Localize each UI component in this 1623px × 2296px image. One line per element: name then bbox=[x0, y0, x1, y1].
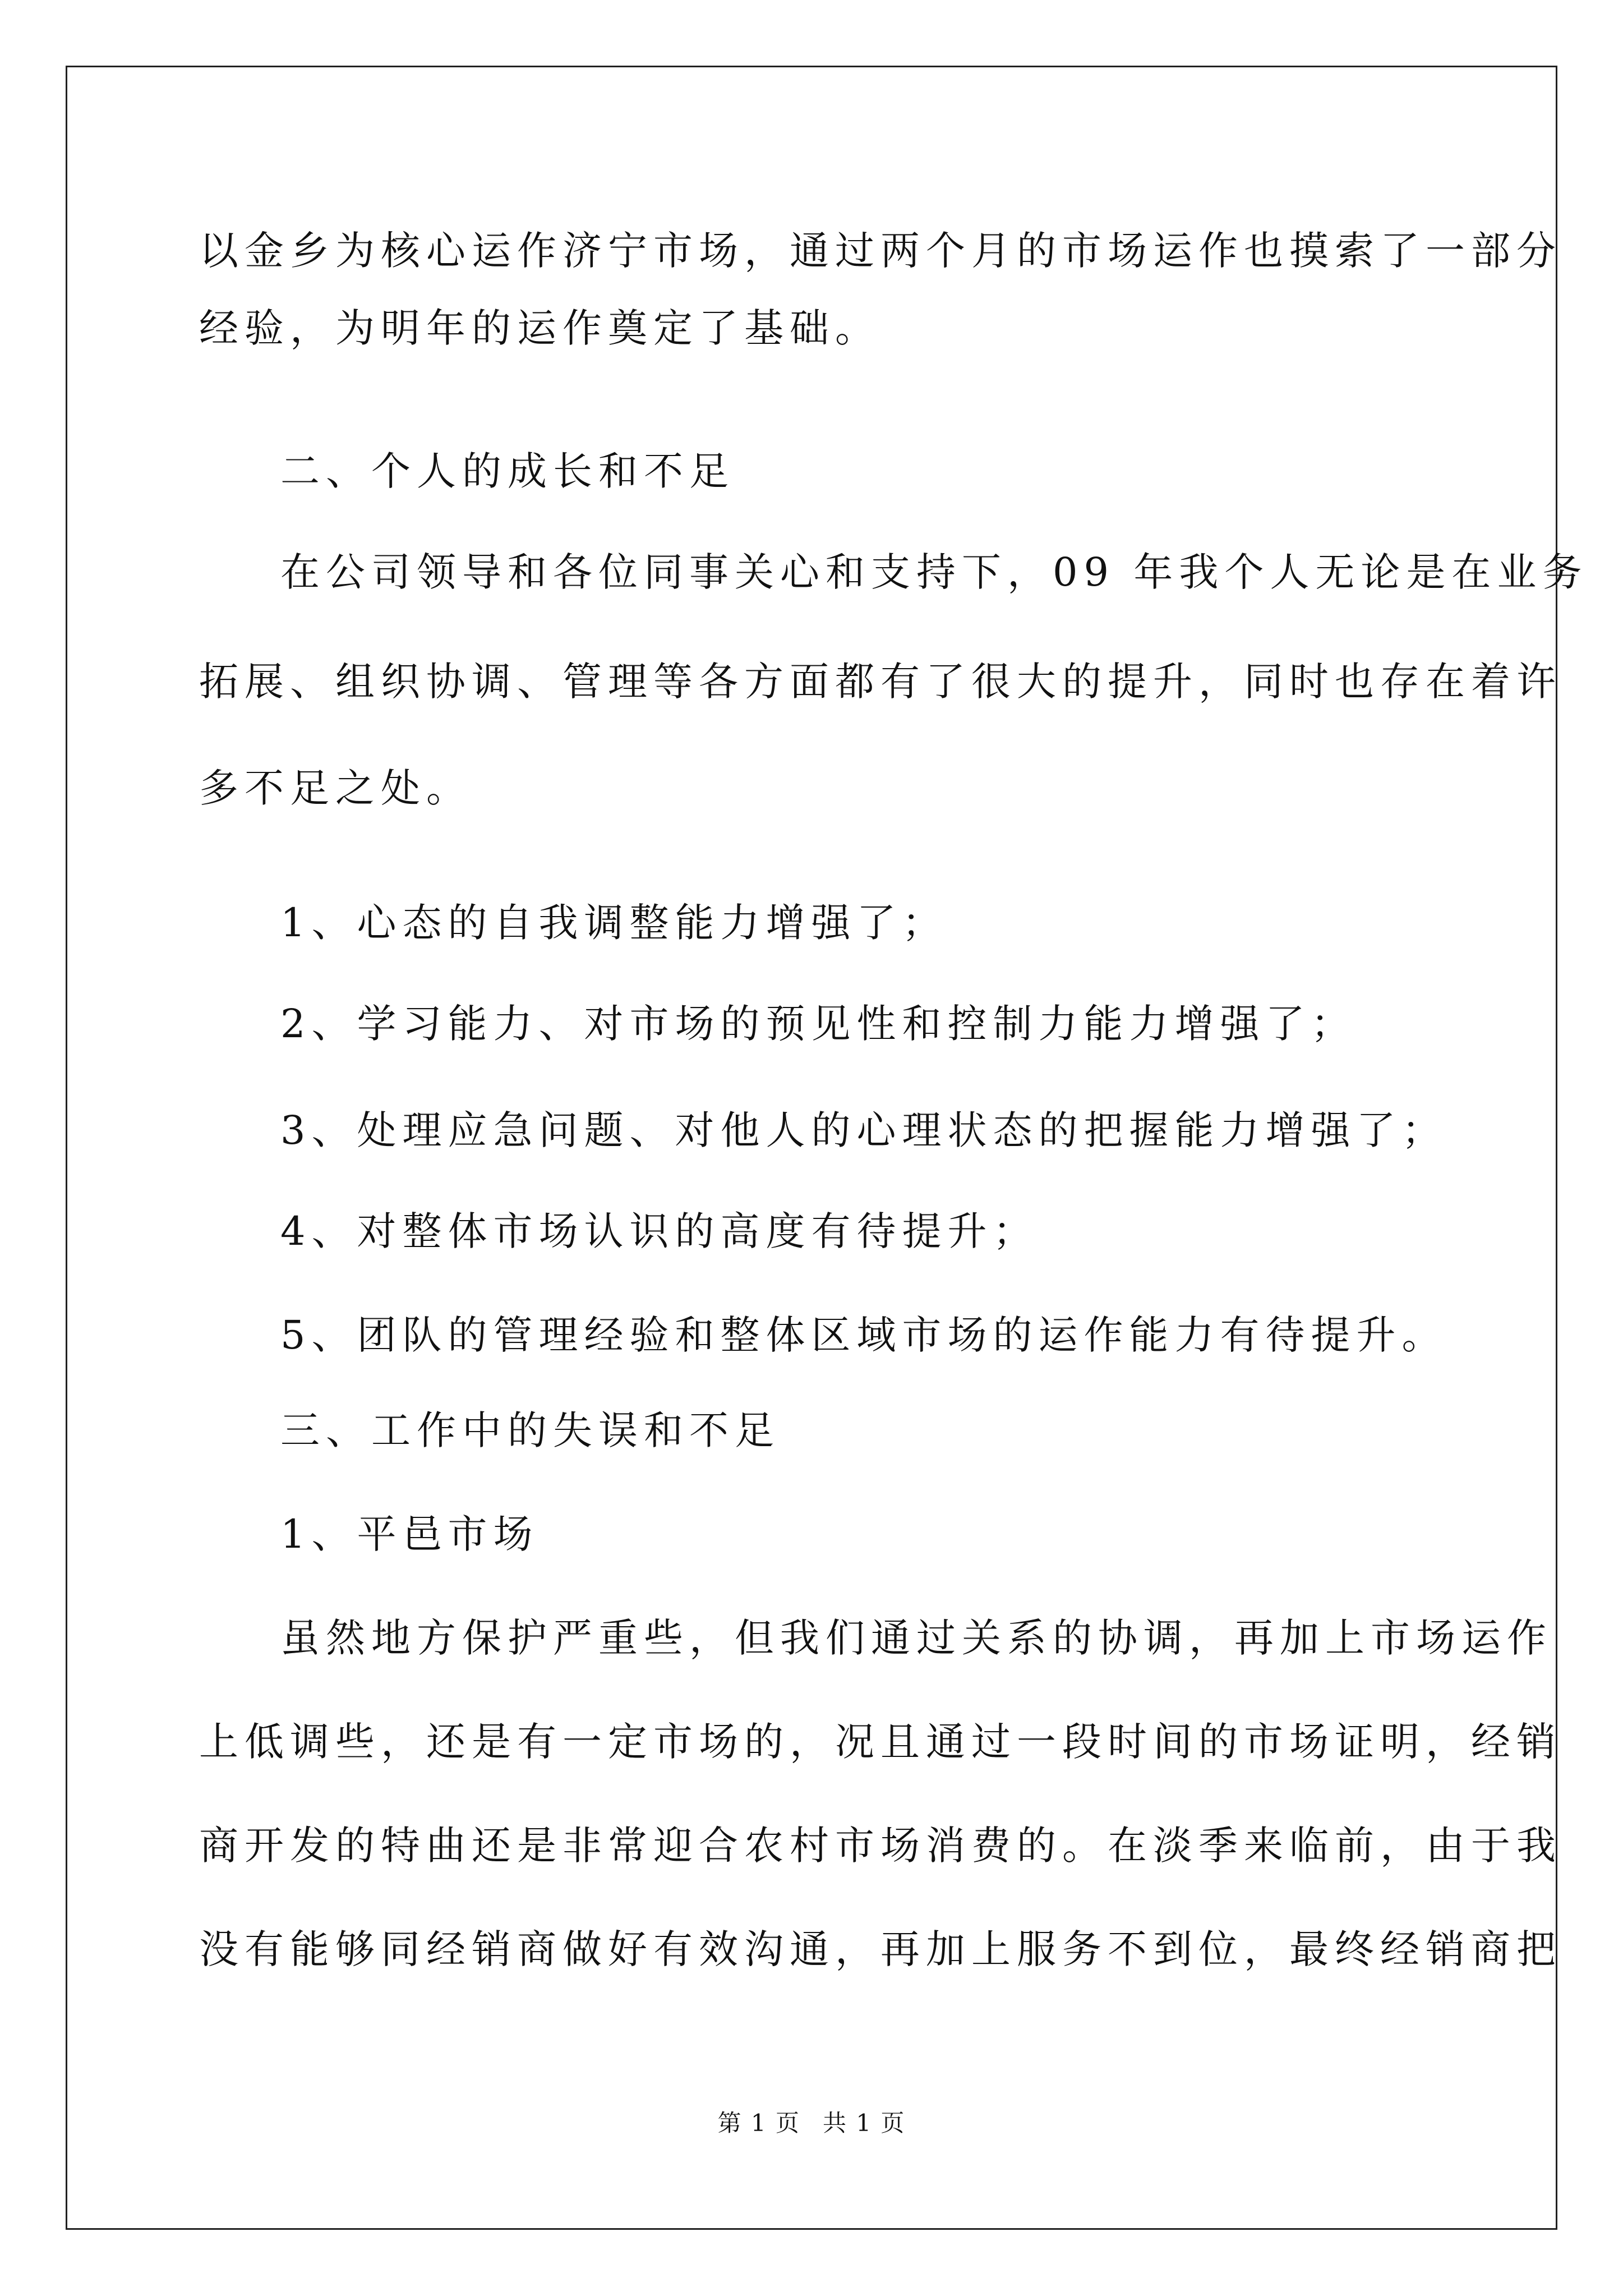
text-line-5: 拓展、组织协调、管理等各方面都有了很大的提升，同时也存在着许 bbox=[199, 659, 1562, 705]
page-number: 第 1 页 bbox=[717, 2109, 800, 2137]
text-line-6: 多不足之处。 bbox=[199, 765, 472, 811]
text-line-1: 以金乡为核心运作济宁市场，通过两个月的市场运作也摸索了一部分 bbox=[199, 228, 1562, 274]
list-item-5: 5、团队的管理经验和整体区域市场的运作能力有待提升。 bbox=[280, 1312, 1447, 1358]
section-heading-2: 二、个人的成长和不足 bbox=[280, 448, 735, 494]
section-heading-3: 三、工作中的失误和不足 bbox=[280, 1407, 780, 1453]
text-line-17: 没有能够同经销商做好有效沟通，再加上服务不到位，最终经销商把 bbox=[199, 1926, 1562, 1972]
page-footer bbox=[0, 2109, 1623, 2137]
list-item-3: 3、处理应急问题、对他人的心理状态的把握能力增强了； bbox=[280, 1107, 1447, 1153]
page-total: 共 1 页 bbox=[823, 2109, 906, 2137]
list-item-2: 2、学习能力、对市场的预见性和控制力能力增强了； bbox=[280, 1001, 1357, 1047]
text-line-2: 经验，为明年的运作奠定了基础。 bbox=[199, 305, 880, 351]
subheading-1: 1、平邑市场 bbox=[280, 1511, 539, 1557]
text-line-16: 商开发的特曲还是非常迎合农村市场消费的。在淡季来临前，由于我 bbox=[199, 1823, 1562, 1869]
list-item-4: 4、对整体市场认识的高度有待提升； bbox=[280, 1208, 1039, 1254]
list-item-1: 1、心态的自我调整能力增强了； bbox=[280, 900, 948, 946]
text-line-4: 在公司领导和各位同事关心和支持下，09 年我个人无论是在业务 bbox=[280, 549, 1588, 595]
text-line-14: 虽然地方保护严重些，但我们通过关系的协调，再加上市场运作 bbox=[280, 1615, 1552, 1661]
text-line-15: 上低调些，还是有一定市场的，况且通过一段时间的市场证明，经销 bbox=[199, 1719, 1562, 1765]
